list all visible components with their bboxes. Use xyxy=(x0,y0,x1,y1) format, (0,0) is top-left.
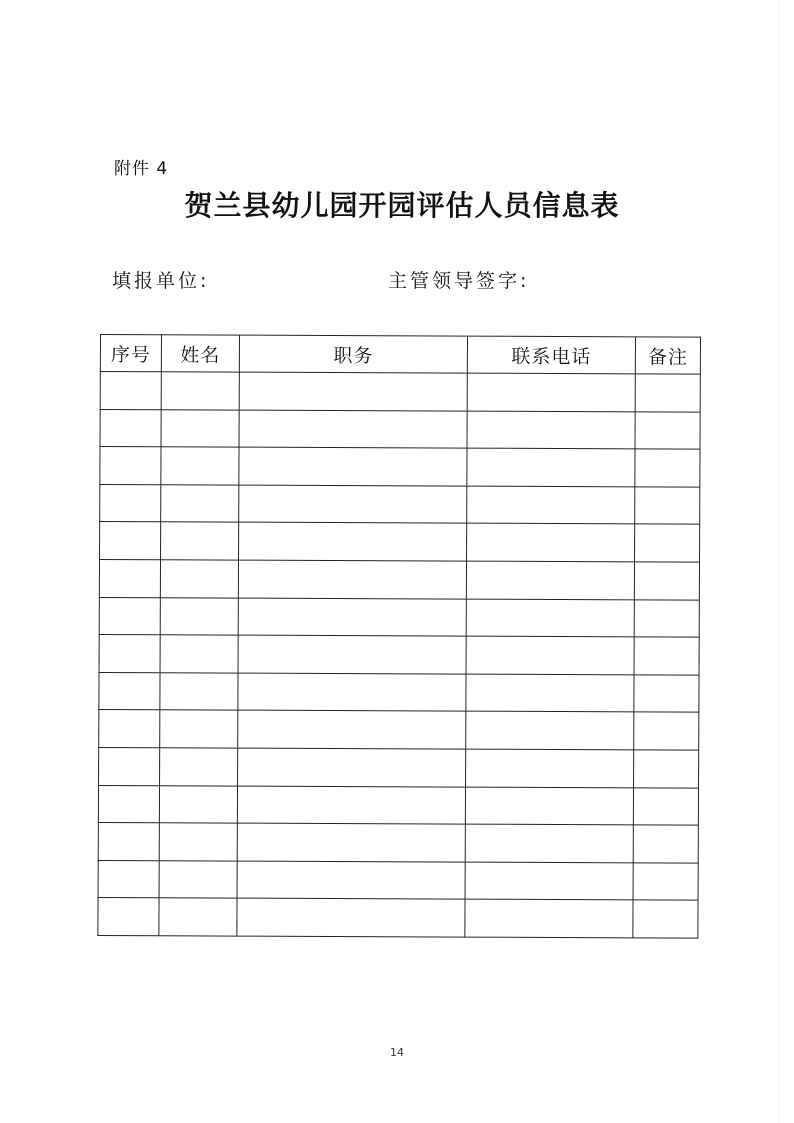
header-position: 职务 xyxy=(239,335,467,373)
cell-serial-number xyxy=(99,672,160,710)
cell-remarks xyxy=(635,411,700,449)
cell-serial-number xyxy=(98,898,159,936)
header-phone: 联系电话 xyxy=(467,336,635,374)
cell-remarks xyxy=(634,675,699,713)
cell-phone xyxy=(466,599,634,637)
table-row xyxy=(99,559,699,599)
cell-name xyxy=(160,673,238,711)
cell-remarks xyxy=(633,863,698,901)
cell-serial-number xyxy=(98,785,159,823)
supervisor-signature-label: 主管领导签字: xyxy=(388,270,530,292)
document-title: 贺兰县幼儿园开园评估人员信息表 xyxy=(184,189,620,222)
cell-remarks xyxy=(633,900,698,938)
cell-serial-number xyxy=(100,484,161,522)
cell-phone xyxy=(465,824,633,862)
header-serial-number: 序号 xyxy=(100,335,161,372)
table-row xyxy=(100,409,700,449)
cell-phone xyxy=(467,411,635,449)
table-row xyxy=(99,672,699,712)
table-row xyxy=(98,898,698,938)
cell-name xyxy=(160,560,238,598)
cell-serial-number xyxy=(100,409,161,447)
cell-name xyxy=(161,372,239,410)
cell-remarks xyxy=(634,599,699,637)
cell-phone xyxy=(465,787,633,825)
cell-name xyxy=(159,785,237,823)
table-row xyxy=(99,747,699,787)
cell-name xyxy=(161,522,239,560)
cell-serial-number xyxy=(99,559,160,597)
cell-phone xyxy=(465,899,633,937)
table-body xyxy=(98,372,700,939)
table-row xyxy=(99,710,699,750)
attachment-label: 附件 4 xyxy=(114,159,169,179)
cell-position xyxy=(237,861,465,900)
cell-position xyxy=(239,447,467,486)
cell-name xyxy=(159,823,237,861)
cell-position xyxy=(238,598,466,637)
header-name: 姓名 xyxy=(161,335,239,372)
cell-remarks xyxy=(634,712,699,750)
cell-position xyxy=(238,635,466,674)
cell-position xyxy=(238,560,466,599)
cell-serial-number xyxy=(99,710,160,748)
cell-position xyxy=(238,710,466,749)
cell-remarks xyxy=(634,562,699,600)
cell-remarks xyxy=(635,374,700,412)
table-row xyxy=(99,635,699,675)
cell-serial-number xyxy=(100,372,161,410)
table-row xyxy=(98,823,698,863)
cell-phone xyxy=(467,448,635,486)
cell-remarks xyxy=(633,825,698,863)
cell-phone xyxy=(467,373,635,411)
table-row xyxy=(100,522,700,562)
cell-name xyxy=(159,898,237,936)
cell-phone xyxy=(467,523,635,561)
cell-remarks xyxy=(633,787,698,825)
table-row xyxy=(100,447,700,487)
cell-name xyxy=(161,409,239,447)
cell-name xyxy=(160,597,238,635)
cell-serial-number xyxy=(98,823,159,861)
cell-phone xyxy=(465,862,633,900)
cell-position xyxy=(237,823,465,862)
table-row xyxy=(98,860,698,900)
cell-remarks xyxy=(634,637,699,675)
cell-position xyxy=(239,485,467,524)
reporting-unit-label: 填报单位: xyxy=(112,270,210,292)
table-row xyxy=(99,597,699,637)
cell-position xyxy=(239,372,467,411)
cell-name xyxy=(160,710,238,748)
cell-phone xyxy=(466,674,634,712)
page-number: 14 xyxy=(390,1046,404,1059)
cell-serial-number xyxy=(100,447,161,485)
cell-name xyxy=(159,860,237,898)
cell-phone xyxy=(467,486,635,524)
cell-name xyxy=(160,748,238,786)
cell-serial-number xyxy=(100,522,161,560)
cell-phone xyxy=(466,636,634,674)
cell-phone xyxy=(466,711,634,749)
table-row xyxy=(100,484,700,524)
table-row xyxy=(98,785,698,825)
cell-remarks xyxy=(635,487,700,525)
cell-name xyxy=(161,447,239,485)
info-table-wrapper xyxy=(97,334,700,939)
cell-serial-number xyxy=(99,597,160,635)
cell-phone xyxy=(466,561,634,599)
cell-position xyxy=(239,410,467,449)
cell-serial-number xyxy=(99,635,160,673)
header-remarks: 备注 xyxy=(635,337,700,374)
table-row xyxy=(100,372,700,412)
cell-position xyxy=(237,898,465,937)
cell-serial-number xyxy=(98,860,159,898)
cell-remarks xyxy=(635,524,700,562)
cell-serial-number xyxy=(99,747,160,785)
table-header-row xyxy=(100,335,700,375)
cell-position xyxy=(239,522,467,561)
cell-position xyxy=(238,748,466,787)
cell-position xyxy=(238,673,466,712)
cell-position xyxy=(237,786,465,825)
personnel-info-table xyxy=(97,334,701,939)
cell-remarks xyxy=(635,449,700,487)
cell-remarks xyxy=(634,750,699,788)
cell-name xyxy=(160,635,238,673)
cell-phone xyxy=(466,749,634,787)
cell-name xyxy=(161,485,239,523)
scan-edge xyxy=(779,0,780,1123)
